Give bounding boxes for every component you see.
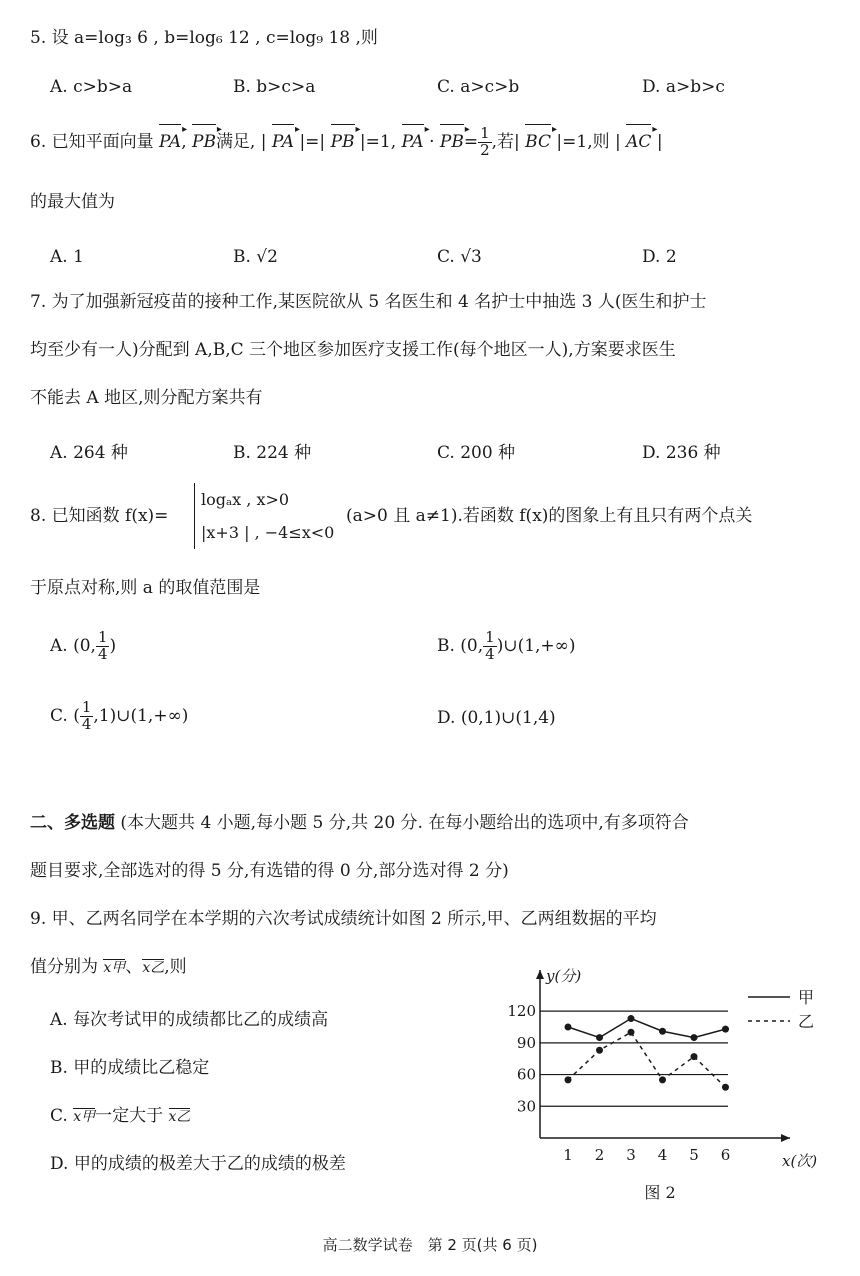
x-tick-label: 4: [657, 1146, 668, 1164]
q7-option-b: B. 224 种: [233, 443, 312, 463]
vector-pa: ▸ PA: [159, 128, 181, 156]
vector-pb: ▸ PB: [192, 128, 216, 156]
vector-ac: ▸ AC: [626, 128, 651, 156]
q6-option-b: B. √2: [233, 247, 278, 267]
q7-line3: 不能去 A 地区,则分配方案共有: [30, 388, 263, 408]
data-point: [659, 1028, 666, 1035]
data-point: [628, 1029, 635, 1036]
q6-option-d: D. 2: [642, 247, 677, 267]
q6-if: ,若: [491, 131, 515, 152]
vector-pa-dot: ▸ PA: [402, 128, 424, 156]
q9-line2: 值分别为 x甲、x乙,则: [30, 957, 187, 977]
mean-yi: x乙: [168, 1109, 191, 1125]
q6-cond1: |=1,: [359, 131, 397, 152]
q5-option-c: C. a>c>b: [437, 77, 520, 97]
q9-line1: 9. 甲、乙两名同学在本学期的六次考试成绩统计如图 2 所示,甲、乙两组数据的平均: [30, 909, 657, 929]
q9-option-b: B. 甲的成绩比乙稳定: [50, 1058, 210, 1078]
y-axis-label: y(分): [546, 967, 582, 985]
q6-stem-line2: 的最大值为: [30, 192, 115, 212]
q8-option-b: B. (0, $\frac{1}{4}$ )∪(1,+∞): [437, 628, 576, 663]
q8-option-d: D. (0,1)∪(1,4): [437, 708, 556, 728]
y-tick-label: 120: [507, 1002, 536, 1021]
q6-option-c: C. √3: [437, 247, 482, 267]
q7-line2: 均至少有一人)分配到 A,B,C 三个地区参加医疗支援工作(每个地区一人),方案要求医生: [30, 340, 676, 360]
q9-option-d: D. 甲的成绩的极差大于乙的成绩的极差: [50, 1154, 346, 1174]
score-line-chart: [500, 960, 840, 1200]
q7-option-c: C. 200 种: [437, 443, 516, 463]
mean-yi: x乙: [142, 960, 165, 976]
vector-pb-abs: ▸ PB: [331, 128, 355, 156]
data-point: [596, 1047, 603, 1054]
q9-option-c: C. x甲一定大于 x乙: [50, 1106, 191, 1126]
mean-jia: x甲: [73, 1109, 96, 1125]
fraction-half: $\frac{1}{2}$: [480, 124, 490, 159]
series-line-0: [568, 1019, 726, 1038]
data-point: [722, 1084, 729, 1091]
section2-line1: [30, 815, 689, 832]
data-point: [691, 1034, 698, 1041]
q7-line1: 7. 为了加强新冠疫苗的接种工作,某医院欲从 5 名医生和 4 名护士中抽选 3 人(医生和护士: [30, 292, 707, 312]
fraction-quarter: $\frac{1}{4}$: [485, 628, 495, 663]
q6-prefix: 6. 已知平面向量: [30, 131, 154, 152]
section2-desc1: (本大题共 4 小题,每小题 5 分,共 20 分. 在每小题给出的选项中,有多项符合: [120, 813, 689, 833]
q5-option-b: B. b>c>a: [233, 77, 316, 97]
q5-option-d: D. a>b>c: [642, 77, 725, 97]
chart-legend: [748, 988, 814, 1031]
x-tick-label: 5: [689, 1146, 699, 1164]
q6-stem-line1: 6. 已知平面向量 ▸ PA, ▸ PB满足, | ▸ PA |=| ▸ PB |=1, ▸ PA · ▸ PB= $\frac{1}{2}$ ,若| ▸ BC |=1,则 | ▸ AC |: [30, 126, 663, 159]
x-axis-label: x(次): [782, 1152, 818, 1170]
q5-stem: 5. 设 a=log₃ 6 , b=log₆ 12 , c=log₉ 18 ,则: [30, 28, 378, 48]
y-tick-label: 90: [516, 1033, 536, 1052]
page-footer: 高二数学试卷 第 2 页(共 6 页): [322, 1236, 538, 1254]
q7-option-a: A. 264 种: [50, 443, 128, 463]
legend-label: 乙: [798, 1012, 815, 1031]
q6-then: |=1,则: [556, 131, 610, 152]
x-tick-label: 2: [594, 1146, 605, 1164]
q8-option-a: A. (0, $\frac{1}{4}$ ): [50, 628, 117, 663]
section2-desc2: 题目要求,全部选对的得 5 分,有选错的得 0 分,部分选对得 2 分): [30, 861, 509, 881]
vector-bc: ▸ BC: [525, 128, 551, 156]
x-tick-label: 1: [563, 1146, 573, 1164]
vector-pb-dot: ▸ PB: [440, 128, 464, 156]
q8-stem-prefix: 8. 已知函数 f(x)=: [30, 506, 169, 526]
q9-option-a: A. 每次考试甲的成绩都比乙的成绩高: [50, 1010, 329, 1030]
piecewise-function: [194, 483, 334, 549]
data-point: [691, 1053, 698, 1060]
q6-satisfy: 满足,: [215, 131, 256, 152]
vector-pa-abs: ▸ PA: [272, 128, 294, 156]
q7-option-d: D. 236 种: [642, 443, 721, 463]
data-point: [565, 1024, 572, 1031]
x-axis-arrow: [781, 1134, 790, 1142]
q5-option-a: A. c>b>a: [50, 77, 133, 97]
data-point: [659, 1076, 666, 1083]
q6-option-a: A. 1: [50, 247, 84, 267]
fraction-quarter: $\frac{1}{4}$: [97, 628, 108, 663]
mean-jia: x甲: [103, 960, 126, 976]
data-point: [565, 1076, 572, 1083]
data-point: [596, 1034, 603, 1041]
case-2: |x+3 | , −4≤x<0: [201, 523, 335, 542]
chart-axes: [507, 967, 817, 1202]
data-point: [628, 1015, 635, 1022]
y-axis-arrow: [536, 970, 544, 979]
q8-line2: 于原点对称,则 a 的取值范围是: [30, 578, 261, 598]
legend-label: 甲: [798, 988, 815, 1007]
fraction-quarter: $\frac{1}{4}$: [81, 698, 92, 733]
section2-title: 二、多选题: [30, 813, 115, 833]
chart-series: [565, 1015, 730, 1091]
data-point: [722, 1026, 729, 1033]
dot-sign: ·: [429, 131, 435, 152]
y-tick-label: 30: [516, 1097, 536, 1116]
series-line-1: [568, 1032, 726, 1087]
x-tick-label: 6: [720, 1146, 731, 1164]
x-tick-label: 3: [626, 1146, 636, 1164]
case-1: logₐx , x>0: [201, 490, 290, 509]
q8-option-c: C. ( $\frac{1}{4}$ ,1)∪(1,+∞): [50, 698, 189, 733]
y-tick-label: 60: [516, 1065, 536, 1084]
q8-stem-suffix: (a>0 且 a≠1).若函数 f(x)的图象上有且只有两个点关: [346, 506, 753, 526]
chart-caption: 图 2: [644, 1183, 676, 1202]
